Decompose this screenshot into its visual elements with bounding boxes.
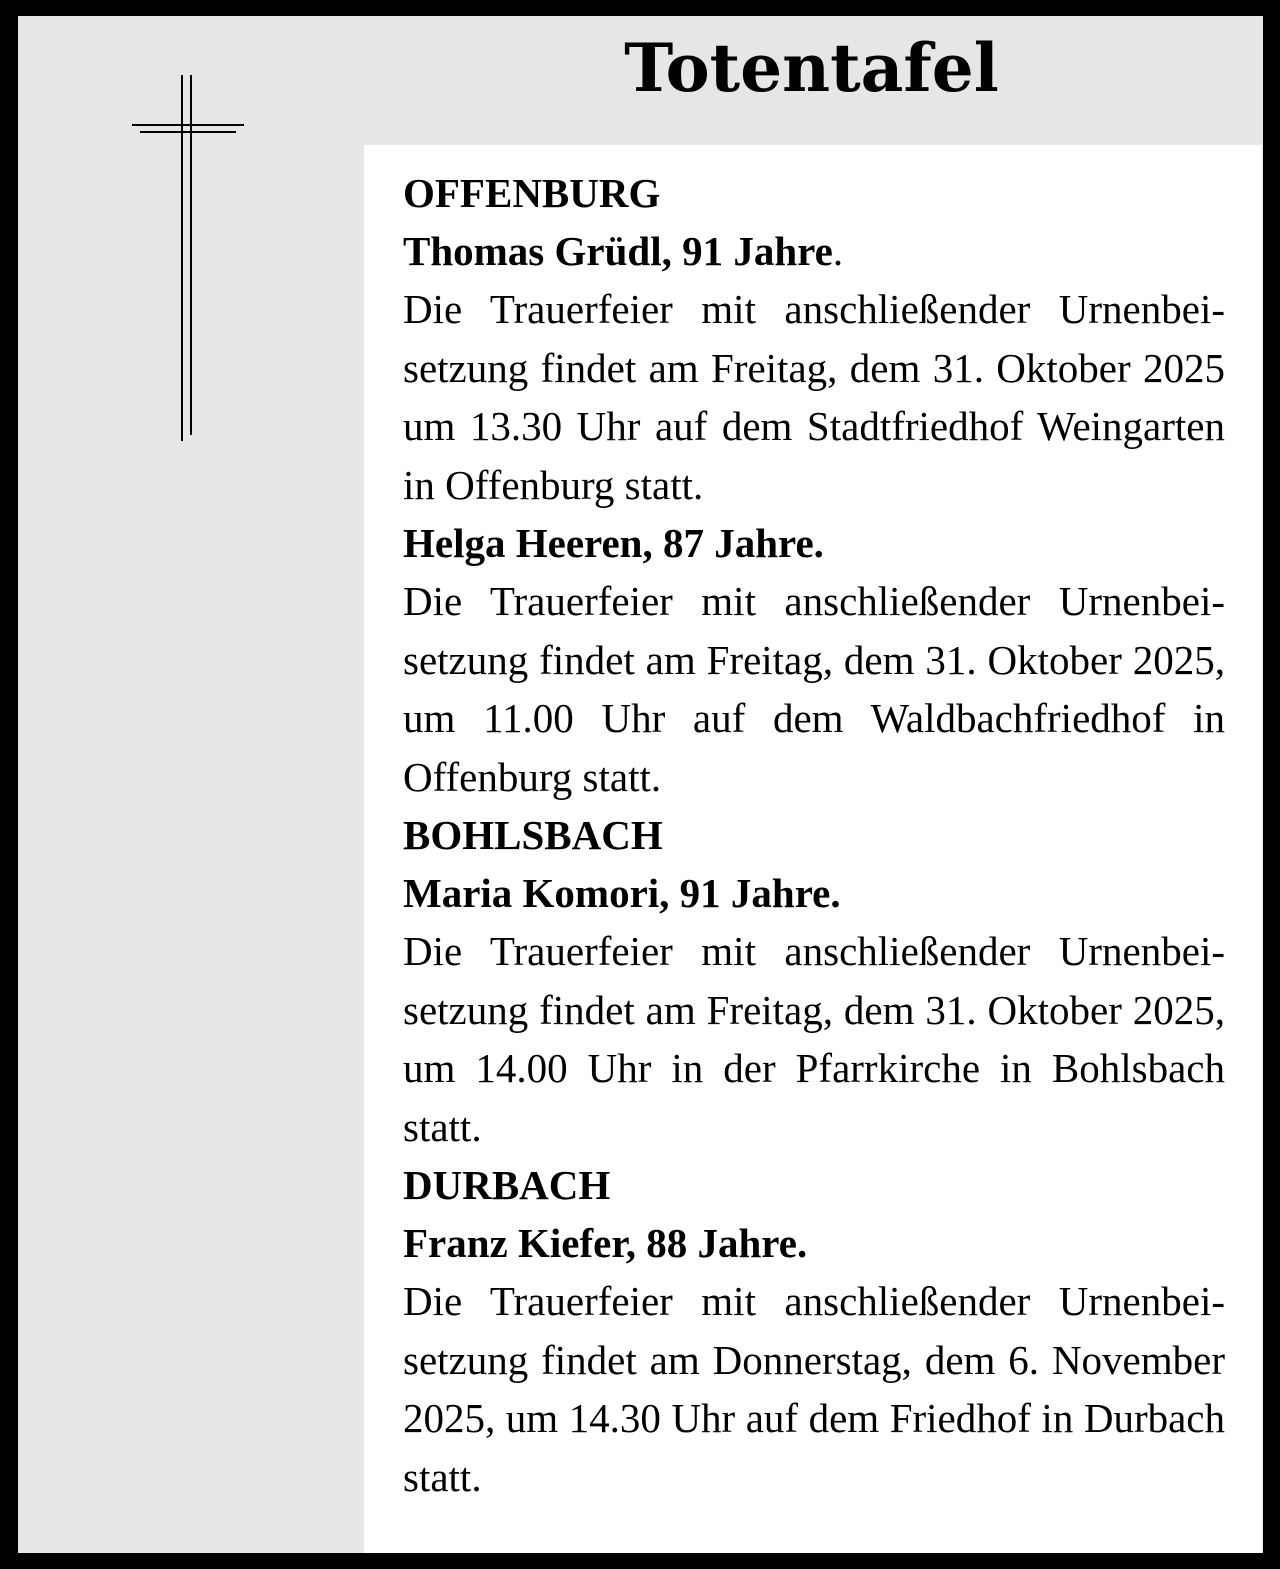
notices-list [403,164,1225,1506]
deceased-name-text: Thomas Grüdl, 91 Jahre [403,228,833,274]
section-bohlsbach [403,806,1225,1156]
deceased-name: Helga Heeren, 87 Jahre. [403,520,824,566]
cross-icon [130,75,246,443]
obituary-entry [403,1214,1225,1506]
service-notice: Die Trauerfeier mit anschließender Urnenbeisetzung findet am Donnerstag, dem 6. November 2025, um 14.30 Uhr auf dem Friedhof in Durbach statt. [403,1278,1225,1500]
service-notice: Die Trauerfeier mit anschließender Urnenbeisetzung findet am Freitag, dem 31. Oktober 2025, um 11.00 Uhr auf dem Waldbachfriedhof in Offenburg statt. [403,578,1225,800]
service-notice: Die Trauerfeier mit anschließender Urnenbeisetzung findet am Freitag, dem 31. Oktober 2025 um 13.30 Uhr auf dem Stadtfriedhof Weingarten in Offenburg statt. [403,286,1225,508]
section-durbach [403,1156,1225,1506]
obituary-entry [403,864,1225,1156]
place-heading: OFFENBURG [403,170,661,216]
place-heading: BOHLSBACH [403,812,663,858]
obituary-entry [403,222,1225,514]
obituary-entry [403,514,1225,806]
deceased-name: Franz Kiefer, 88 Jahre. [403,1220,808,1266]
section-offenburg [403,164,1225,806]
place-heading: DURBACH [403,1162,611,1208]
deceased-name: Thomas Grüdl, 91 Jahre. [403,228,844,274]
deceased-name: Maria Komori, 91 Jahre. [403,870,841,916]
service-notice: Die Trauerfeier mit anschließender Urnenbeisetzung findet am Freitag, dem 31. Oktober 2025, um 14.00 Uhr in der Pfarrkirche in Bohlsbach statt. [403,928,1225,1150]
page-title: Totentafel [624,29,999,107]
